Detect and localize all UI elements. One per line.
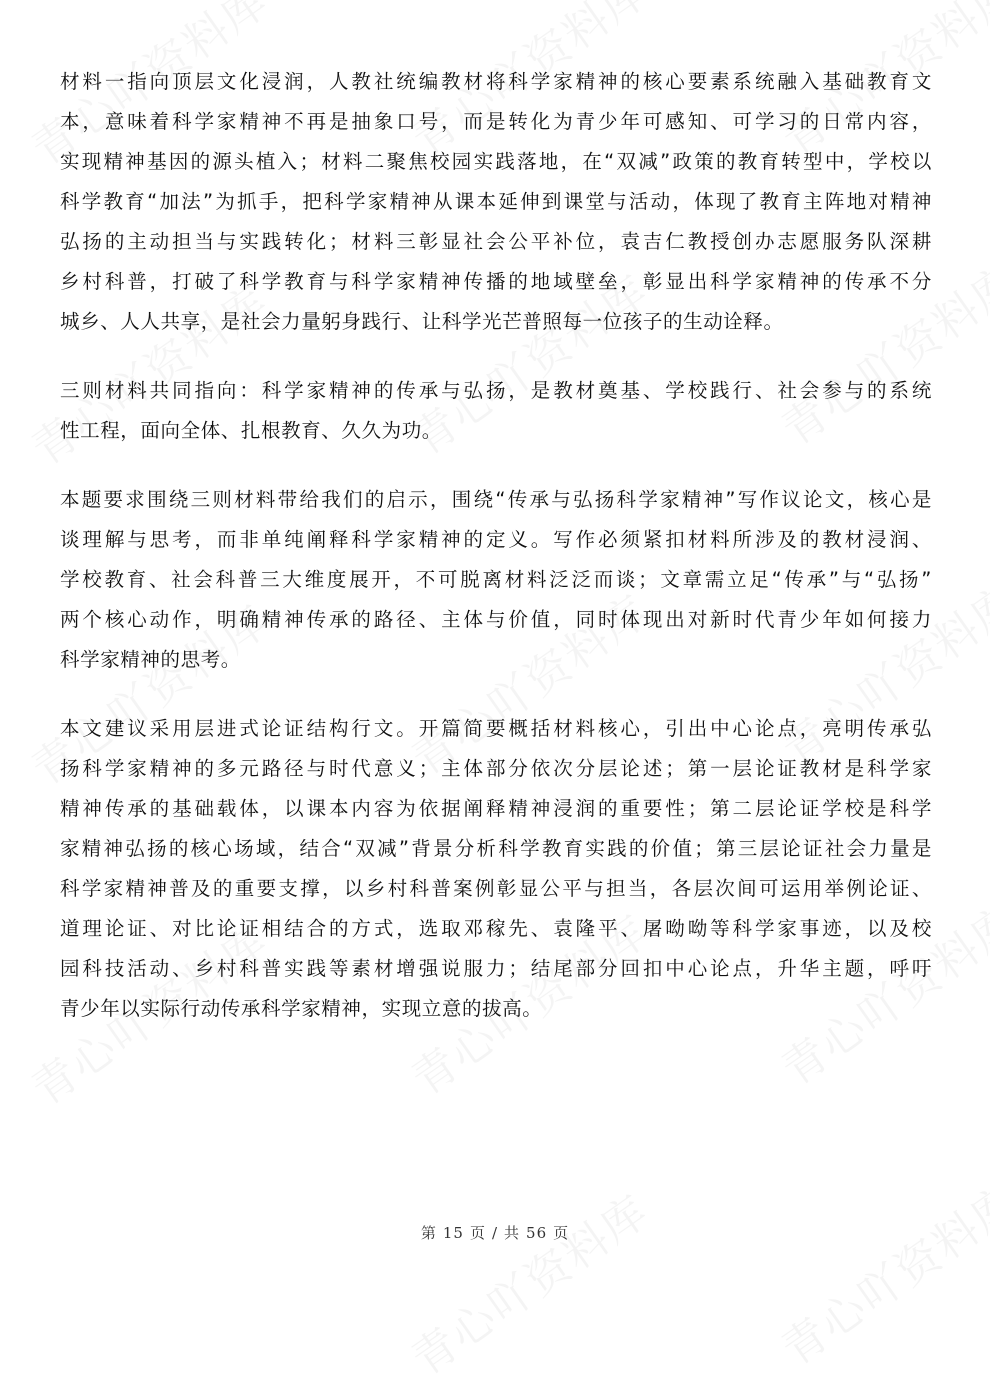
paragraph-material-analysis xyxy=(60,62,935,342)
text-line: 实现精神基因的源头植入；材料二聚焦校园实践落地，在“双减”政策的教育转型中，学校以 xyxy=(60,150,934,173)
page-prefix: 第 xyxy=(420,1224,437,1242)
paragraph-structure-advice xyxy=(60,709,935,1029)
text-line: 本，意味着科学家精神不再是抽象口号，而是转化为青少年可感知、可学习的日常内容， xyxy=(60,110,935,133)
watermark-text xyxy=(397,1177,660,1387)
page-separator: / xyxy=(491,1224,499,1242)
text-line: 道理论证、对比论证相结合的方式，选取邓稼先、袁隆平、屠呦呦等科学家事迹，以及校 xyxy=(60,917,935,940)
text-line: 本文建议采用层进式论证结构行文。开篇简要概括材料核心，引出中心论点，亮明传承弘 xyxy=(60,717,935,740)
text-line: 弘扬的主动担当与实践转化；材料三彰显社会公平补位，袁吉仁教授创办志愿服务队深耕 xyxy=(60,230,935,253)
text-line: 科学家精神普及的重要支撑，以乡村科普案例彰显公平与担当，各层次间可运用举例论证、 xyxy=(60,877,934,900)
total-unit: 页 xyxy=(553,1224,570,1242)
total-prefix: 共 xyxy=(504,1224,521,1242)
page-number: 15 xyxy=(442,1224,464,1242)
text-line: 青少年以实际行动传承科学家精神，实现立意的拔高。 xyxy=(60,997,543,1020)
page-footer xyxy=(0,1222,990,1243)
text-line: 科学教育“加法”为抓手，把科学家精神从课本延伸到课堂与活动，体现了教育主阵地对精神 xyxy=(60,190,934,213)
text-line: 本题要求围绕三则材料带给我们的启示，围绕“传承与弘扬科学家精神”写作议论文，核心是 xyxy=(60,488,934,511)
text-line: 园科技活动、乡村科普实践等素材增强说服力；结尾部分回扣中心论点，升华主题，呼吁 xyxy=(60,957,935,980)
text-line: 两个核心动作，明确精神传承的路径、主体与价值，同时体现出对新时代青少年如何接力 xyxy=(60,608,935,631)
text-line: 三则材料共同指向：科学家精神的传承与弘扬，是教材奠基、学校践行、社会参与的系统 xyxy=(60,379,935,402)
page-unit: 页 xyxy=(469,1224,486,1242)
text-line: 材料一指向顶层文化浸润，人教社统编教材将科学家精神的核心要素系统融入基础教育文 xyxy=(60,70,935,93)
paragraph-common-theme xyxy=(60,371,935,451)
document-body xyxy=(60,62,935,1058)
text-line: 家精神弘扬的核心场域，结合“双减”背景分析科学教育实践的价值；第三层论证社会力量是 xyxy=(60,837,934,860)
watermark-text xyxy=(767,1167,990,1378)
text-line: 谈理解与思考，而非单纯阐释科学家精神的定义。写作必须紧扣材料所涉及的教材浸润、 xyxy=(60,528,935,551)
text-line: 乡村科普，打破了科学教育与科学家精神传播的地域壁垒，彰显出科学家精神的传承不分 xyxy=(60,270,935,293)
paragraph-task-requirement xyxy=(60,480,935,680)
text-line: 扬科学家精神的多元路径与时代意义；主体部分依次分层论述；第一层论证教材是科学家 xyxy=(60,757,935,780)
text-line: 性工程，面向全体、扎根教育、久久为功。 xyxy=(60,419,442,442)
text-line: 精神传承的基础载体，以课本内容为依据阐释精神浸润的重要性；第二层论证学校是科学 xyxy=(60,797,935,820)
total-pages: 56 xyxy=(526,1224,548,1242)
text-line: 科学家精神的思考。 xyxy=(60,648,241,671)
text-line: 城乡、人人共享，是社会力量躬身践行、让科学光芒普照每一位孩子的生动诠释。 xyxy=(60,310,784,333)
text-line: 学校教育、社会科普三大维度展开，不可脱离材料泛泛而谈；文章需立足“传承”与“弘扬” xyxy=(60,568,935,591)
